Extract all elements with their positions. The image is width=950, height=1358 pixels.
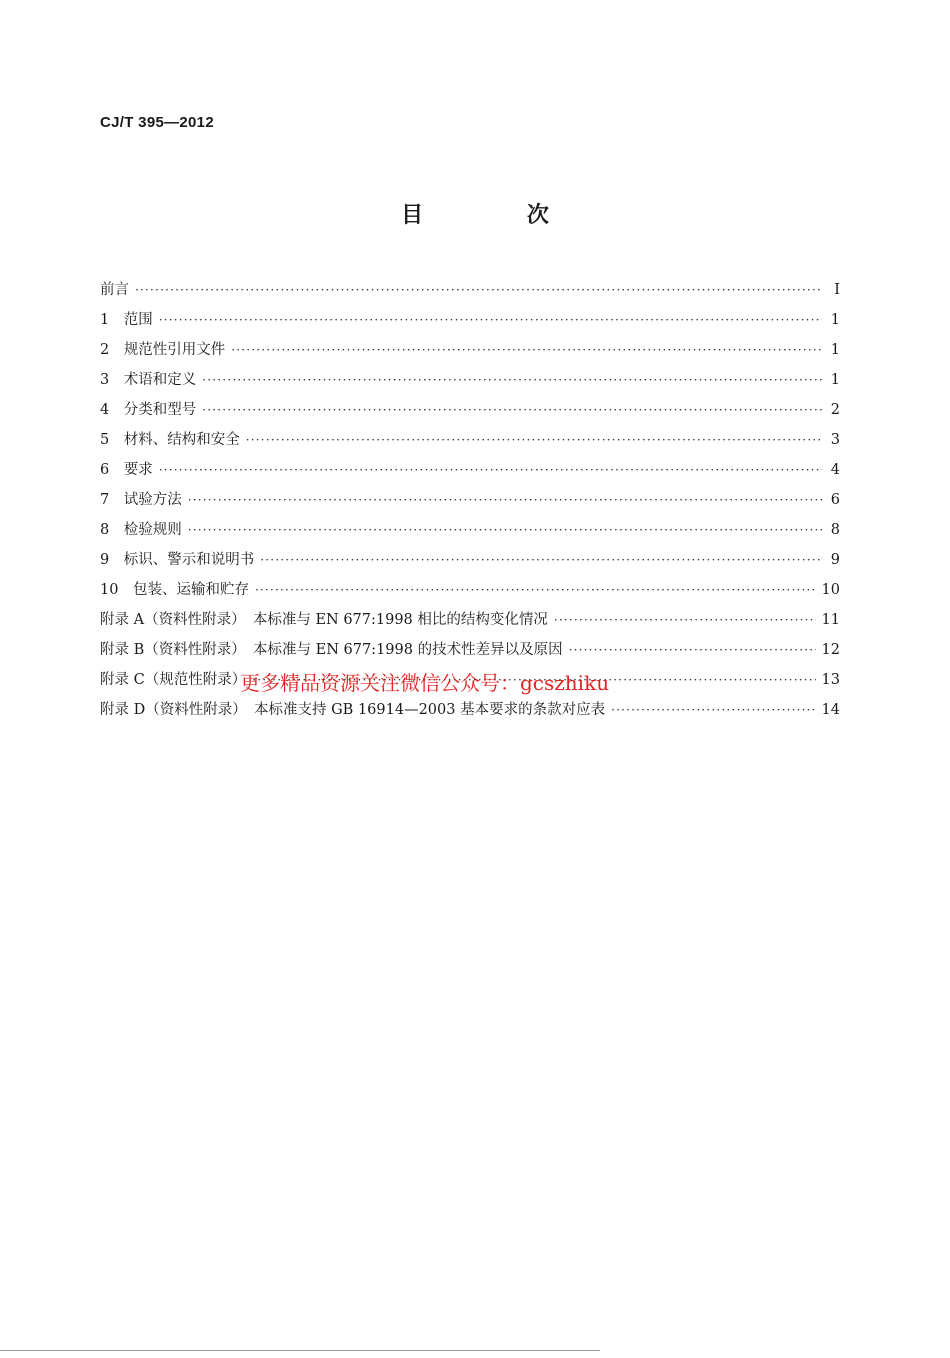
toc-entry[interactable]: [100, 398, 840, 428]
toc-entry-label: 6 要求: [100, 462, 153, 478]
toc-entry[interactable]: [100, 458, 840, 488]
toc-entry[interactable]: [100, 638, 840, 668]
toc-page-number: 1: [830, 372, 840, 388]
toc-page-number: 11: [821, 612, 840, 628]
page-title: 目 次: [401, 202, 597, 228]
bottom-divider: [0, 1350, 600, 1351]
toc-entry-label: 7 试验方法: [100, 492, 182, 508]
watermark-text: 更多精品资源关注微信公众号：gcszhiku: [240, 671, 610, 695]
toc-dot-leader: [231, 343, 822, 357]
toc-entry[interactable]: [100, 548, 840, 578]
toc-dot-leader: [159, 313, 822, 327]
toc-entry-label: 附录 A（资料性附录） 本标准与 EN 677:1998 相比的结构变化情况: [100, 612, 548, 628]
toc-page-number: 8: [830, 522, 840, 538]
toc-dot-leader: [135, 283, 822, 297]
toc-page-number: 10: [821, 582, 840, 598]
toc-page-number: 6: [830, 492, 840, 508]
toc-entry[interactable]: [100, 698, 840, 728]
toc-dot-leader: [202, 403, 822, 417]
toc-entry-label: 8 检验规则: [100, 522, 182, 538]
toc-entry-label: 附录 B（资料性附录） 本标准与 EN 677:1998 的技术性差异以及原因: [100, 642, 563, 658]
toc-entry[interactable]: [100, 338, 840, 368]
toc-page-number: 14: [821, 702, 840, 718]
toc-dot-leader: [611, 703, 815, 717]
toc-dot-leader: [188, 523, 822, 537]
toc-page-number: 9: [830, 552, 840, 568]
toc-entry-label: 4 分类和型号: [100, 402, 197, 418]
toc-entry-label: 10 包装、运输和贮存: [100, 582, 249, 598]
toc-entry-label: 附录 D（资料性附录） 本标准支持 GB 16914—2003 基本要求的条款对应表: [100, 702, 606, 718]
toc-entry-label: 1 范围: [100, 312, 153, 328]
toc-entry-label: 5 材料、结构和安全: [100, 432, 240, 448]
toc-dot-leader: [569, 643, 816, 657]
toc-entry[interactable]: [100, 578, 840, 608]
toc-entry-label: 9 标识、警示和说明书: [100, 552, 255, 568]
toc-entry-label: 3 术语和定义: [100, 372, 197, 388]
toc-entry[interactable]: [100, 608, 840, 638]
toc-entry[interactable]: [100, 278, 840, 308]
toc-dot-leader: [260, 553, 822, 567]
toc-page-number: 4: [830, 462, 840, 478]
toc-dot-leader: [202, 373, 822, 387]
toc-dot-leader: [554, 613, 816, 627]
document-code: CJ/T 395—2012: [100, 114, 214, 131]
table-of-contents: [100, 278, 840, 728]
toc-entry[interactable]: [100, 518, 840, 548]
toc-page-number: Ⅰ: [834, 282, 840, 298]
toc-dot-leader: [159, 463, 822, 477]
toc-entry-label: 2 规范性引用文件: [100, 342, 226, 358]
toc-page-number: 12: [821, 642, 840, 658]
toc-page-number: 3: [830, 432, 840, 448]
toc-dot-leader: [246, 433, 822, 447]
toc-entry-label: 前言: [100, 282, 129, 298]
toc-page-number: 1: [830, 312, 840, 328]
toc-dot-leader: [255, 583, 816, 597]
toc-dot-leader: [188, 493, 822, 507]
toc-page-number: 2: [830, 402, 840, 418]
toc-entry[interactable]: [100, 368, 840, 398]
toc-entry[interactable]: [100, 308, 840, 338]
toc-entry-label: 附录 C（规范性附录）: [100, 672, 247, 688]
toc-page-number: 13: [821, 672, 840, 688]
toc-entry[interactable]: [100, 428, 840, 458]
toc-page-number: 1: [830, 342, 840, 358]
toc-entry[interactable]: [100, 488, 840, 518]
